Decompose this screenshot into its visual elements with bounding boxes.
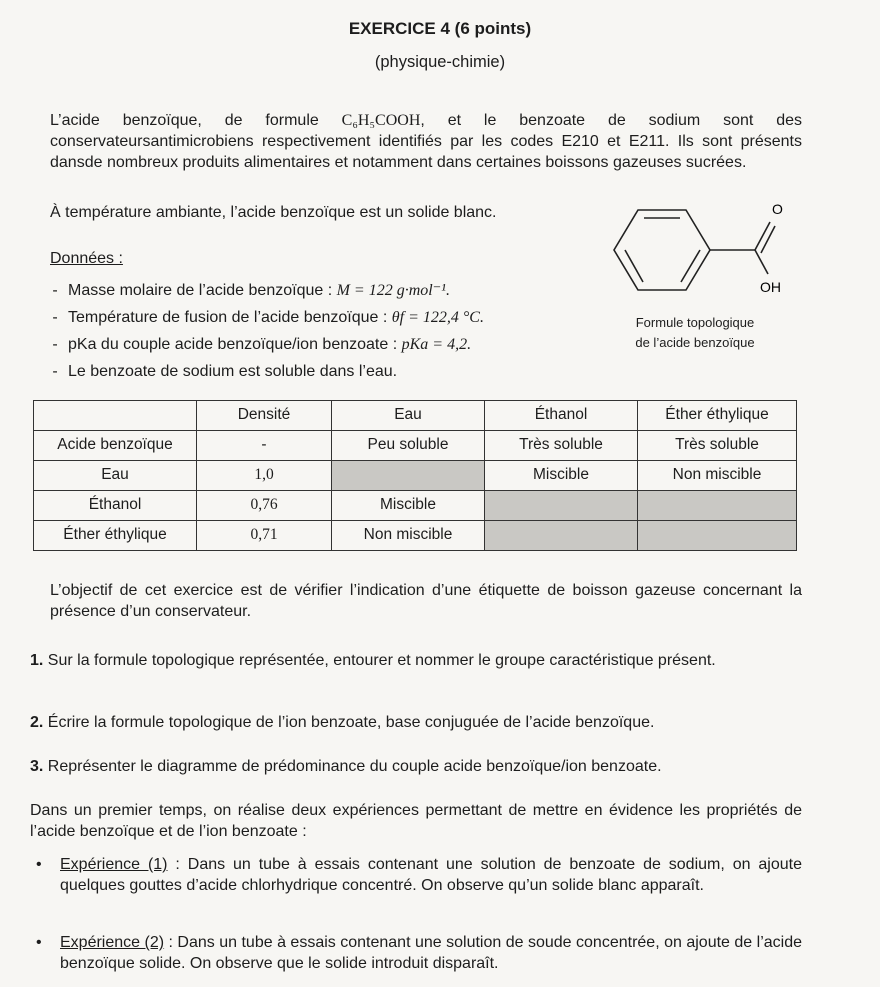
benzoic-acid-structure [600,196,800,316]
table-cell: Miscible [485,461,638,491]
benzene-ring [614,210,710,290]
data-item-fusion-temp: - Température de fusion de l’acide benzoïque : θf = 122,4 °C. [52,309,484,327]
table-cell: 0,76 [197,491,332,521]
structure-caption: Formule topologique de l’acide benzoïque [635,315,755,351]
exercise-subtitle: (physique-chimie) [374,53,506,71]
data-item-pka: - pKa du couple acide benzoïque/ion benzoate : pKa = 4,2. [52,336,472,354]
experiment-1: • Expérience (1) : Dans un tube à essais contenant une solution de benzoate de sodium, on ajoute quelques gouttes d’acide chlorhydrique concentré. On observe qu’un solide blanc apparaît. [36,856,803,895]
table-cell: Miscible [332,491,485,521]
table-cell: Très soluble [485,431,638,461]
benzoic-acid-formula: C₆H₅COOH [341,112,421,129]
data-item-solubility: - Le benzoate de sodium est soluble dans l’eau. [52,363,398,381]
table-cell: Non miscible [638,461,797,491]
table-cell: Éther éthylique [638,401,797,431]
table-cell: 0,71 [197,521,332,551]
objective-paragraph: L’objectif de cet exercice est de vérifier l’indication d’une étiquette de boisson gazeuse concernant la présence d’un conservateur. [50,582,802,621]
hydroxyl-bond [755,250,768,274]
exercise-title: EXERCICE 4 (6 points) [348,19,532,38]
carbonyl-bond-1 [755,222,770,250]
table-cell-greyed [638,491,797,521]
bullet-icon: • [36,856,42,873]
table-cell: Éthanol [485,401,638,431]
question-2: 2. Écrire la formule topologique de l’ion benzoate, base conjuguée de l’acide benzoïque. [30,714,655,731]
state-paragraph: À température ambiante, l’acide benzoïque est un solide blanc. [50,204,497,221]
experiments-intro: Dans un premier temps, on réalise deux expériences permettant de mettre en évidence les propriétés de l’acide benzoïque et de l’ion benzoate : [30,802,802,841]
donnees-heading: Données : [50,250,123,267]
oxygen-label: O [772,201,783,217]
properties-table [33,400,797,551]
bullet-icon: • [36,934,42,951]
table-cell: 1,0 [197,461,332,491]
table-cell-greyed [638,521,797,551]
table-cell: Eau [34,461,197,491]
table-row [34,521,797,551]
table-cell-greyed [332,461,485,491]
table-cell: Non miscible [332,521,485,551]
table-cell: Eau [332,401,485,431]
experiment-2: • Expérience (2) : Dans un tube à essais contenant une solution de soude concentrée, on ajoute de l’acide benzoïque solide. On observe que le solide introduit disparaît. [36,934,803,973]
table-cell: Densité [197,401,332,431]
intro-paragraph: L’acide benzoïque, de formule C₆H₅COOH, et le benzoate de sodium sont des conservateursantimicrobiens respectivement identifiés par les codes E210 et E211. Ils sont présents dansde nombreux produits alimentaires et notamment dans certaines boissons gazeuses sucrées. [50,112,802,172]
hydroxyl-label: OH [760,279,781,295]
data-item-molar-mass: - Masse molaire de l’acide benzoïque : M = 122 g·mol⁻¹. [52,282,450,299]
carbonyl-bond-2 [761,226,775,253]
double-bond-left [625,250,643,282]
table-cell: Peu soluble [332,431,485,461]
table-cell: - [197,431,332,461]
table-cell: Éther éthylique [34,521,197,551]
table-row [34,431,797,461]
question-1: 1. Sur la formule topologique représentée, entourer et nommer le groupe caractéristique présent. [30,652,716,669]
table-cell: Éthanol [34,491,197,521]
table-cell-greyed [485,521,638,551]
table-cell: Très soluble [638,431,797,461]
question-3: 3. Représenter le diagramme de prédominance du couple acide benzoïque/ion benzoate. [30,758,662,775]
table-row [34,461,797,491]
data-list [42,280,602,388]
table-header-row [34,401,797,431]
double-bond-right [681,250,700,282]
table-row [34,491,797,521]
table-cell: Acide benzoïque [34,431,197,461]
table-cell [34,401,197,431]
table-cell-greyed [485,491,638,521]
